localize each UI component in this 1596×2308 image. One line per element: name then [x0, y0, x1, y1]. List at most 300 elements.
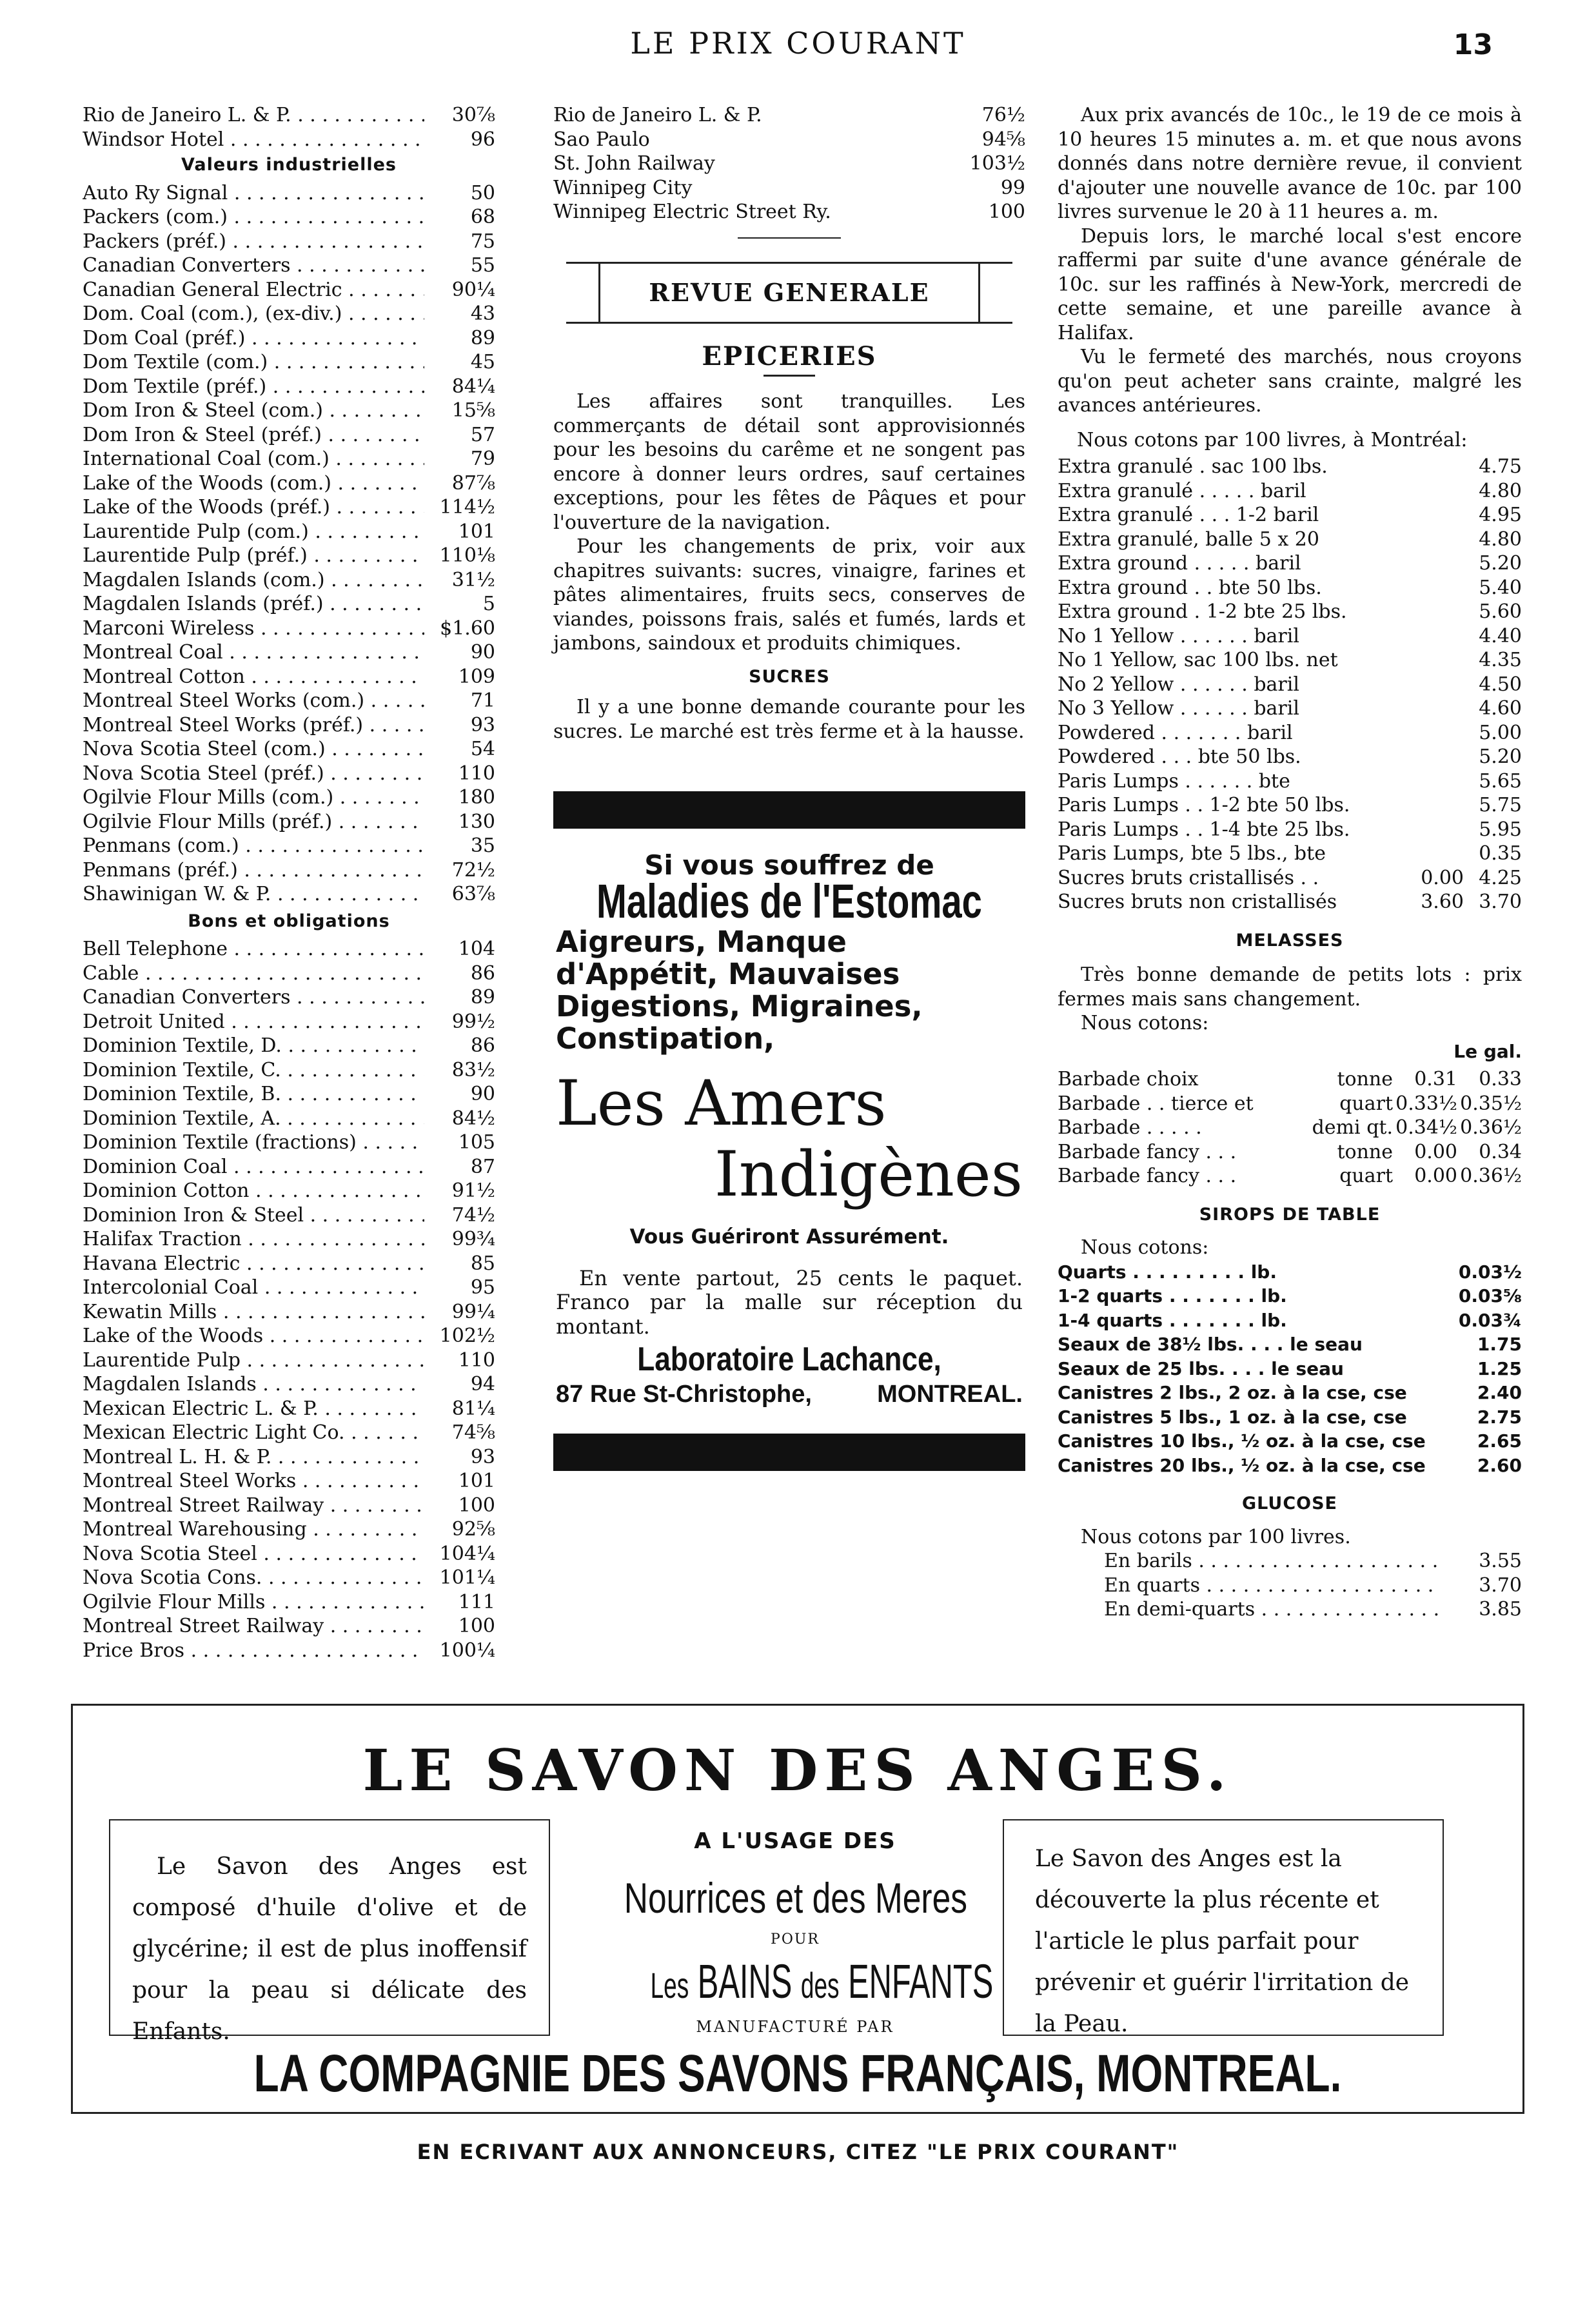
sugar-row-value: 4.75: [1479, 455, 1522, 478]
sirop-row: [1058, 1308, 1522, 1333]
stock-row-label: Montreal Steel Works (préf.) . . .: [83, 713, 424, 738]
glucose-row-label: En demi-quarts . . .: [1104, 1597, 1438, 1622]
stock-row-label: Winnipeg City: [553, 176, 693, 199]
stock-row-value: 55: [470, 254, 495, 277]
sugar-row-label: Extra granulé . . . 1-2 baril: [1058, 504, 1319, 526]
stock-row: [83, 302, 495, 326]
bond-row-label: Nova Scotia Cons. . . .: [83, 1566, 424, 1590]
bond-row: [83, 1566, 495, 1590]
stock-row-value: 90¼: [451, 278, 495, 301]
bond-row-value: 84½: [451, 1107, 495, 1130]
glucose-cot: Nous cotons par 100 livres.: [1081, 1525, 1351, 1548]
divider: [738, 237, 841, 239]
page-number: 13: [1453, 28, 1493, 61]
sugar-row: [1058, 455, 1522, 479]
bond-row: [83, 1445, 495, 1470]
sugar-row-label: Powdered . . . bte 50 lbs.: [1058, 745, 1301, 768]
sirop-row-label: Quarts . . . . . . . . . lb.: [1058, 1261, 1277, 1283]
sirop-row-label: 1-2 quarts . . . . . . . lb.: [1058, 1285, 1287, 1307]
bruts-label: Sucres bruts non cristallisés: [1058, 891, 1337, 913]
epiceries-title: EPICERIES: [702, 340, 877, 371]
melasse-b: 0.34: [1479, 1140, 1522, 1163]
stock-row-value: 100: [988, 201, 1025, 223]
stock-row-value: 75: [470, 230, 495, 253]
sirop-row-value: 0.03¾: [1458, 1309, 1522, 1331]
stock-row-value: 114½: [439, 496, 495, 518]
savon-c4a: Les: [650, 1965, 689, 2006]
melasse-row: [1058, 1116, 1522, 1140]
stock-row: [83, 181, 495, 206]
stock-row: [83, 762, 495, 786]
bond-row: [83, 1372, 495, 1397]
sugar-row-value: 0.35: [1479, 842, 1522, 865]
melasse-u: tonne: [1337, 1068, 1393, 1090]
sirop-row: [1058, 1429, 1522, 1454]
savon-ad: [71, 1704, 1524, 2114]
sirop-row-value: 2.60: [1477, 1454, 1522, 1476]
melasse-n: Barbade . . . . .: [1058, 1116, 1202, 1139]
stock-row-value: 31½: [451, 568, 495, 591]
ad-line-6: Vous Guériront Assurément.: [629, 1225, 949, 1248]
stock-row-value: 54: [470, 738, 495, 760]
bond-row: [83, 1252, 495, 1276]
sirop-row-value: 0.03½: [1458, 1261, 1522, 1283]
sugar-row: [1058, 648, 1522, 673]
ad-line-1: Si vous souffrez de: [644, 849, 934, 881]
stock-row-value: 84¼: [451, 375, 495, 398]
stock-row-label: Rio de Janeiro L. & P. . . .: [83, 103, 424, 128]
bond-row-label: Laurentide Pulp . . .: [83, 1348, 424, 1373]
bruts-row-2: [1058, 890, 1522, 914]
bond-row-value: 110: [458, 1348, 495, 1372]
sirop-row: [1058, 1357, 1522, 1381]
bond-row-label: Montreal L. H. & P. . . .: [83, 1445, 424, 1470]
revue-title-box: [566, 262, 1012, 324]
stock-row-value: 30⅞: [451, 104, 495, 126]
stock-row-label: International Coal (com.) . . .: [83, 447, 424, 471]
bond-row: [83, 937, 495, 962]
stock-row-label: Rio de Janeiro L. & P.: [553, 104, 762, 126]
stock-row-value: 110: [458, 762, 495, 785]
sugar-row-label: Extra granulé . . . . . baril: [1058, 479, 1306, 502]
sucres-intro-2: Depuis lors, le marché local s'est encore raffermi par suite d'une avance générale de 10c. sur les raffinés à New-York, mercredi de cette semaine, et une pareille avance à Halifax.: [1058, 224, 1522, 344]
ad-rule-top: [553, 791, 1025, 829]
sugar-row-label: No 2 Yellow . . . . . . baril: [1058, 673, 1299, 696]
ad-line-3: Aigreurs, Manque d'Appétit, Mauvaises Digestions, Migraines, Constipation,: [556, 925, 923, 1056]
stock-row-value: 76½: [981, 104, 1025, 126]
stock-row-value: 15⅝: [451, 399, 495, 422]
stock-row-label: Magdalen Islands (préf.) . . .: [83, 592, 424, 616]
sugar-row: [1058, 769, 1522, 794]
glucose-row-value: 3.70: [1479, 1573, 1522, 1597]
bond-row: [83, 1082, 495, 1107]
bond-row: [83, 1203, 495, 1228]
bond-row-value: 74⅝: [451, 1421, 495, 1444]
bond-row-label: Ogilvie Flour Mills . . .: [83, 1590, 424, 1615]
stock-row-value: 101: [458, 520, 495, 543]
bond-row-label: Havana Electric . . .: [83, 1252, 424, 1276]
bond-row-value: 101¼: [439, 1566, 495, 1589]
bond-row: [83, 1058, 495, 1083]
section-bonds: Bons et obligations: [188, 911, 390, 931]
bond-row: [83, 1010, 495, 1034]
melasses-cot: Nous cotons:: [1081, 1012, 1209, 1034]
sugar-row: [1058, 745, 1522, 769]
sugar-row-value: 5.20: [1479, 745, 1522, 768]
sugar-row-label: Extra ground . 1-2 bte 25 lbs.: [1058, 600, 1347, 623]
sugar-row: [1058, 576, 1522, 600]
bond-row-label: Montreal Warehousing . . .: [83, 1517, 424, 1542]
bond-row-value: 105: [458, 1131, 495, 1154]
stock-row: [83, 713, 495, 738]
stock-row: [83, 592, 495, 616]
glucose-row: [1104, 1573, 1522, 1598]
bond-row-value: 85: [470, 1252, 495, 1275]
sugar-row-label: Extra granulé . sac 100 lbs.: [1058, 455, 1328, 478]
bond-row-value: 92⅝: [451, 1518, 495, 1541]
sirop-row-label: 1-4 quarts . . . . . . . lb.: [1058, 1309, 1287, 1331]
ad-line-7: En vente partout, 25 cents le paquet. Franco par la malle sur réception du montant.: [556, 1265, 1023, 1339]
stock-row-value: 68: [470, 206, 495, 228]
bond-row: [83, 1034, 495, 1058]
bond-row-value: 100: [458, 1494, 495, 1517]
bruts-label: Sucres bruts cristallisés . .: [1058, 866, 1319, 889]
sugar-row-label: Paris Lumps . . 1-2 bte 50 lbs.: [1058, 794, 1350, 816]
sucres-title: SUCRES: [749, 666, 830, 687]
stock-row: [83, 375, 495, 399]
stock-row: [83, 834, 495, 858]
sugar-row-value: 4.80: [1479, 479, 1522, 502]
stock-row-label: Windsor Hotel . . .: [83, 128, 424, 152]
sirops-title: SIROPS DE TABLE: [1199, 1204, 1381, 1225]
glucose-row: [1104, 1549, 1522, 1573]
sirop-row-value: 2.75: [1477, 1406, 1522, 1428]
stock-row-label: Dom. Coal (com.), (ex-div.) . . .: [83, 302, 424, 326]
stock-row: [83, 665, 495, 689]
sugar-row-label: Paris Lumps . . . . . . bte: [1058, 769, 1290, 793]
stock-row-value: 90: [470, 641, 495, 664]
sirop-row-label: Canistres 10 lbs., ½ oz. à la cse, cse: [1058, 1430, 1426, 1452]
melasse-a: 0.00: [1414, 1165, 1457, 1187]
stock-row-label: Dom Textile (préf.) . . .: [83, 375, 424, 399]
melasses-para: Très bonne demande de petits lots : prix fermes mais sans changement.: [1058, 963, 1522, 1011]
sugar-row: [1058, 551, 1522, 576]
bond-row-value: 83½: [451, 1058, 495, 1081]
epiceries-para-2: Pour les changements de prix, voir aux chapitres suivants: sucres, vinaigre, farines et pâtes alimentaires, fruits secs, conserves de viandes, poissons frais, salés et fumés, lards et jambons, saindoux et produits chimiques.: [553, 535, 1025, 655]
bond-row-label: Lake of the Woods . . .: [83, 1324, 424, 1348]
savon-right-text: Le Savon des Anges est la découverte la plus récente et l'article le plus parfait pour prévenir et guérir l'irritation de la Peau.: [1035, 1846, 1410, 2037]
melasse-a: 0.34½: [1395, 1116, 1457, 1139]
stock-row-value: $1.60: [440, 616, 495, 640]
sugar-row: [1058, 818, 1522, 842]
stock-row: [83, 399, 495, 423]
stock-row: [553, 152, 1025, 176]
stock-row-label: Penmans (com.) . . .: [83, 834, 424, 858]
stock-row: [553, 103, 1025, 128]
bond-row-value: 86: [470, 962, 495, 985]
bond-row-value: 104: [458, 938, 495, 960]
bond-row: [83, 1300, 495, 1325]
bond-row-label: Detroit United . . .: [83, 1010, 424, 1034]
ad-street: 87 Rue St-Christophe,: [556, 1380, 812, 1408]
sirop-row: [1058, 1454, 1522, 1478]
sirops-cot: Nous cotons:: [1081, 1236, 1209, 1259]
section-industrial: Valeurs industrielles: [181, 155, 397, 175]
stock-row: [83, 205, 495, 230]
stock-row-value: 63⅞: [451, 883, 495, 905]
stock-row: [83, 350, 495, 375]
sirop-row-label: Seaux de 25 lbs. . . . le seau: [1058, 1357, 1344, 1379]
sirop-row-value: 1.25: [1477, 1357, 1522, 1379]
stock-row-label: Shawinigan W. & P. . . .: [83, 882, 424, 907]
savon-c3: POUR: [771, 1931, 820, 1948]
stock-row: [553, 128, 1025, 152]
sirop-row-value: 2.40: [1477, 1382, 1522, 1403]
sugar-row-value: 5.40: [1479, 576, 1522, 599]
glucose-row-label: En quarts . . .: [1104, 1573, 1438, 1598]
melasse-n: Barbade choix: [1058, 1068, 1199, 1090]
stock-row-value: 71: [470, 689, 495, 712]
epiceries-para-1: Les affaires sont tranquilles. Les commerçants de détail sont approvisionnés pour les besoins du carême et ne songent pas encore à donner leurs ordres, sauf certaines exceptions, pour les fêtes de Pâques et pour l'ouverture de la navigation.: [553, 390, 1025, 534]
page-header: [0, 26, 1596, 61]
stock-row-value: 72½: [451, 858, 495, 882]
melasse-n: Barbade fancy . . .: [1058, 1165, 1237, 1187]
melasse-row: [1058, 1067, 1522, 1092]
sugar-row-label: No 1 Yellow . . . . . . baril: [1058, 624, 1299, 647]
sugar-row-value: 5.00: [1479, 721, 1522, 744]
sugar-row-label: Extra granulé, balle 5 x 20: [1058, 528, 1319, 551]
bruts-low: 0.00: [1421, 866, 1464, 889]
melasse-a: 0.33½: [1395, 1092, 1457, 1115]
sirop-row: [1058, 1405, 1522, 1430]
stock-row-value: 43: [470, 302, 495, 325]
sirop-row-value: 1.75: [1477, 1334, 1522, 1355]
bond-row-value: 93: [470, 1445, 495, 1468]
glucose-row: [1104, 1597, 1522, 1622]
savon-c2: Nourrices et des Meres: [624, 1874, 967, 1922]
bond-row-value: 101: [458, 1470, 495, 1492]
bond-row-label: Price Bros . . .: [83, 1639, 424, 1663]
stock-row-label: Marconi Wireless . . .: [83, 616, 424, 641]
bond-row-value: 104¼: [439, 1542, 495, 1565]
divider: [764, 375, 815, 377]
stock-row: [83, 495, 495, 520]
sugar-row-value: 4.50: [1479, 673, 1522, 696]
bond-row-label: Halifax Traction . . .: [83, 1227, 424, 1252]
stock-row-value: 99: [1000, 176, 1025, 199]
sugar-row-value: 4.35: [1479, 649, 1522, 671]
stock-row-value: 87⅞: [451, 471, 495, 495]
ad-city: MONTREAL.: [877, 1380, 1023, 1408]
sugar-row-label: No 1 Yellow, sac 100 lbs. net: [1058, 649, 1338, 671]
sirop-row-label: Canistres 20 lbs., ½ oz. à la cse, cse: [1058, 1454, 1426, 1476]
bond-row-label: Mexican Electric Light Co. . . .: [83, 1421, 424, 1445]
stock-row-label: Sao Paulo: [553, 128, 650, 151]
stock-row-value: 180: [458, 786, 495, 809]
bond-row: [83, 1155, 495, 1179]
melasse-a: 0.00: [1414, 1140, 1457, 1163]
stock-row: [83, 882, 495, 907]
bruts-high: 3.70: [1479, 891, 1522, 913]
bond-row: [83, 1639, 495, 1663]
melasse-u: demi qt.: [1312, 1116, 1393, 1139]
stock-row-value: 79: [470, 448, 495, 470]
bond-row-label: Mexican Electric L. & P. . . .: [83, 1397, 424, 1421]
bond-row-value: 100: [458, 1615, 495, 1637]
stock-row-label: Dom Iron & Steel (préf.) . . .: [83, 423, 424, 448]
savon-c4c: des: [800, 1965, 840, 2006]
melasse-a: 0.31: [1414, 1068, 1457, 1090]
bond-row: [83, 1542, 495, 1566]
bruts-row-1: [1058, 866, 1522, 891]
stock-row: [553, 176, 1025, 201]
sucres-intro-3: Vu le fermeté des marchés, nous croyons qu'on peut acheter sans crainte, malgré les avances antérieures.: [1058, 346, 1522, 417]
stock-row-label: Packers (préf.) . . .: [83, 230, 424, 254]
bond-row-label: Dominion Iron & Steel . . .: [83, 1203, 424, 1228]
savon-c4: [650, 1954, 994, 2009]
stock-row-label: Ogilvie Flour Mills (préf.) . . .: [83, 810, 424, 834]
bond-row-label: Montreal Street Railway . . .: [83, 1614, 424, 1639]
sirop-row: [1058, 1381, 1522, 1405]
stock-row: [83, 278, 495, 302]
stock-row: [83, 785, 495, 810]
stock-row: [83, 810, 495, 834]
stock-row: [83, 103, 495, 128]
stock-row-value: 5: [482, 593, 495, 615]
stock-row-value: 93: [470, 713, 495, 736]
sugar-row: [1058, 503, 1522, 528]
bond-row-value: 99¼: [451, 1300, 495, 1323]
bond-row: [83, 1590, 495, 1615]
bond-row: [83, 1324, 495, 1348]
bruts-low: 3.60: [1421, 891, 1464, 913]
bond-row-label: Cable . . .: [83, 962, 424, 986]
bond-row-value: 100¼: [439, 1639, 495, 1662]
stock-row: [83, 423, 495, 448]
stock-row-label: Montreal Coal . . .: [83, 640, 424, 665]
sugar-row: [1058, 842, 1522, 866]
bond-row-label: Dominion Textile, B. . . .: [83, 1082, 424, 1107]
bond-row-value: 99¾: [451, 1228, 495, 1250]
stock-row-label: Penmans (préf.) . . .: [83, 858, 424, 883]
bond-row: [83, 1494, 495, 1518]
sirop-row-value: 2.65: [1477, 1430, 1522, 1452]
bond-row: [83, 1517, 495, 1542]
bond-row-label: Kewatin Mills . . .: [83, 1300, 424, 1325]
stock-row: [83, 858, 495, 883]
sugar-row-value: 4.40: [1479, 624, 1522, 647]
journal-title: LE PRIX COURANT: [630, 26, 966, 61]
stock-row-label: St. John Railway: [553, 152, 715, 175]
melasse-b: 0.35½: [1460, 1092, 1522, 1115]
sugar-price-head: Nous cotons par 100 livres, à Montréal:: [1077, 428, 1468, 451]
ad-line-2: Maladies de l'Estomac: [596, 874, 982, 928]
bond-row-value: 89: [470, 986, 495, 1009]
bond-row: [83, 1107, 495, 1131]
stock-row-label: Auto Ry Signal . . .: [83, 181, 424, 206]
melasse-b: 0.33: [1479, 1068, 1522, 1090]
melasse-u: tonne: [1337, 1140, 1393, 1163]
stock-row-value: 96: [470, 128, 495, 151]
bond-row: [83, 1348, 495, 1373]
melasse-u: quart: [1339, 1165, 1393, 1187]
stock-row-value: 57: [470, 423, 495, 446]
stock-row-label: Packers (com.) . . .: [83, 205, 424, 230]
sirop-row-value: 0.03⅝: [1458, 1285, 1522, 1307]
bond-row: [83, 1614, 495, 1639]
melasse-row: [1058, 1140, 1522, 1165]
stock-row: [83, 253, 495, 278]
bond-row-value: 90: [470, 1083, 495, 1105]
melasse-n: Barbade fancy . . .: [1058, 1140, 1237, 1163]
middle-column: [553, 103, 1025, 1471]
savon-right-box: [1003, 1819, 1444, 2036]
sugar-row-value: 4.80: [1479, 528, 1522, 551]
stock-row: [83, 616, 495, 641]
stock-row-value: 110⅛: [439, 544, 495, 567]
bond-row-value: 91½: [451, 1179, 495, 1202]
savon-c5: MANUFACTURÉ PAR: [696, 2018, 894, 2036]
bond-row-label: Canadian Converters . . .: [83, 985, 424, 1010]
stock-row-label: Laurentide Pulp (préf.) . . .: [83, 544, 424, 568]
bond-row-label: Dominion Textile, A. . . .: [83, 1107, 424, 1131]
stock-row: [83, 471, 495, 496]
bond-row-label: Intercolonial Coal . . .: [83, 1276, 424, 1300]
stock-row-label: Nova Scotia Steel (com.) . . .: [83, 737, 424, 762]
revue-title: REVUE GENERALE: [649, 277, 930, 307]
stock-row-label: Lake of the Woods (com.) . . .: [83, 471, 424, 496]
bond-row: [83, 962, 495, 986]
sirop-row-label: Canistres 5 lbs., 1 oz. à la cse, cse: [1058, 1406, 1407, 1428]
savon-left-box: [109, 1819, 550, 2045]
ad-rule-bottom: [553, 1434, 1025, 1471]
bond-row-label: Montreal Street Railway . . .: [83, 1494, 424, 1518]
sugar-row: [1058, 721, 1522, 745]
bond-row: [83, 1227, 495, 1252]
sugar-row-label: Extra ground . . . . . baril: [1058, 552, 1301, 575]
bond-row-label: Magdalen Islands . . .: [83, 1372, 424, 1397]
bond-row-label: Dominion Textile, C. . . .: [83, 1058, 424, 1083]
ad-address: [556, 1380, 1023, 1408]
prices-column: [1058, 103, 1522, 1622]
stock-row-label: Laurentide Pulp (com.) . . .: [83, 520, 424, 544]
savon-company: LA COMPAGNIE DES SAVONS FRANÇAIS, MONTREAL.: [253, 2044, 1342, 2103]
sugar-row-value: 5.65: [1479, 769, 1522, 793]
melasses-title: MELASSES: [1236, 930, 1344, 951]
savon-center: [576, 1828, 1014, 2036]
stock-row: [553, 200, 1025, 224]
stock-row: [83, 230, 495, 254]
sugar-row-label: No 3 Yellow . . . . . . baril: [1058, 697, 1299, 720]
melasse-u: quart: [1339, 1092, 1393, 1115]
sucres-para: Il y a une bonne demande courante pour les sucres. Le marché est très ferme et à la hausse.: [553, 696, 1025, 743]
stock-row: [83, 544, 495, 568]
stock-row-value: 109: [458, 665, 495, 688]
sugar-row-value: 5.60: [1479, 600, 1522, 623]
ad-line-8: Laboratoire Lachance,: [637, 1341, 941, 1378]
glucose-row-value: 3.85: [1479, 1598, 1522, 1621]
bond-row-value: 94: [470, 1373, 495, 1396]
sugar-row-label: Extra ground . . bte 50 lbs.: [1058, 576, 1322, 599]
sirop-row: [1058, 1284, 1522, 1308]
stock-row-label: Nova Scotia Steel (préf.) . . .: [83, 762, 424, 786]
footer-notice: EN ECRIVANT AUX ANNONCEURS, CITEZ "LE PRIX COURANT": [417, 2140, 1179, 2164]
sugar-row-value: 5.95: [1479, 818, 1522, 841]
sirop-row: [1058, 1332, 1522, 1357]
stock-row-value: 45: [470, 351, 495, 373]
estomac-ad: [553, 829, 1025, 1406]
stock-row-label: Dom Coal (préf.) . . .: [83, 326, 424, 351]
